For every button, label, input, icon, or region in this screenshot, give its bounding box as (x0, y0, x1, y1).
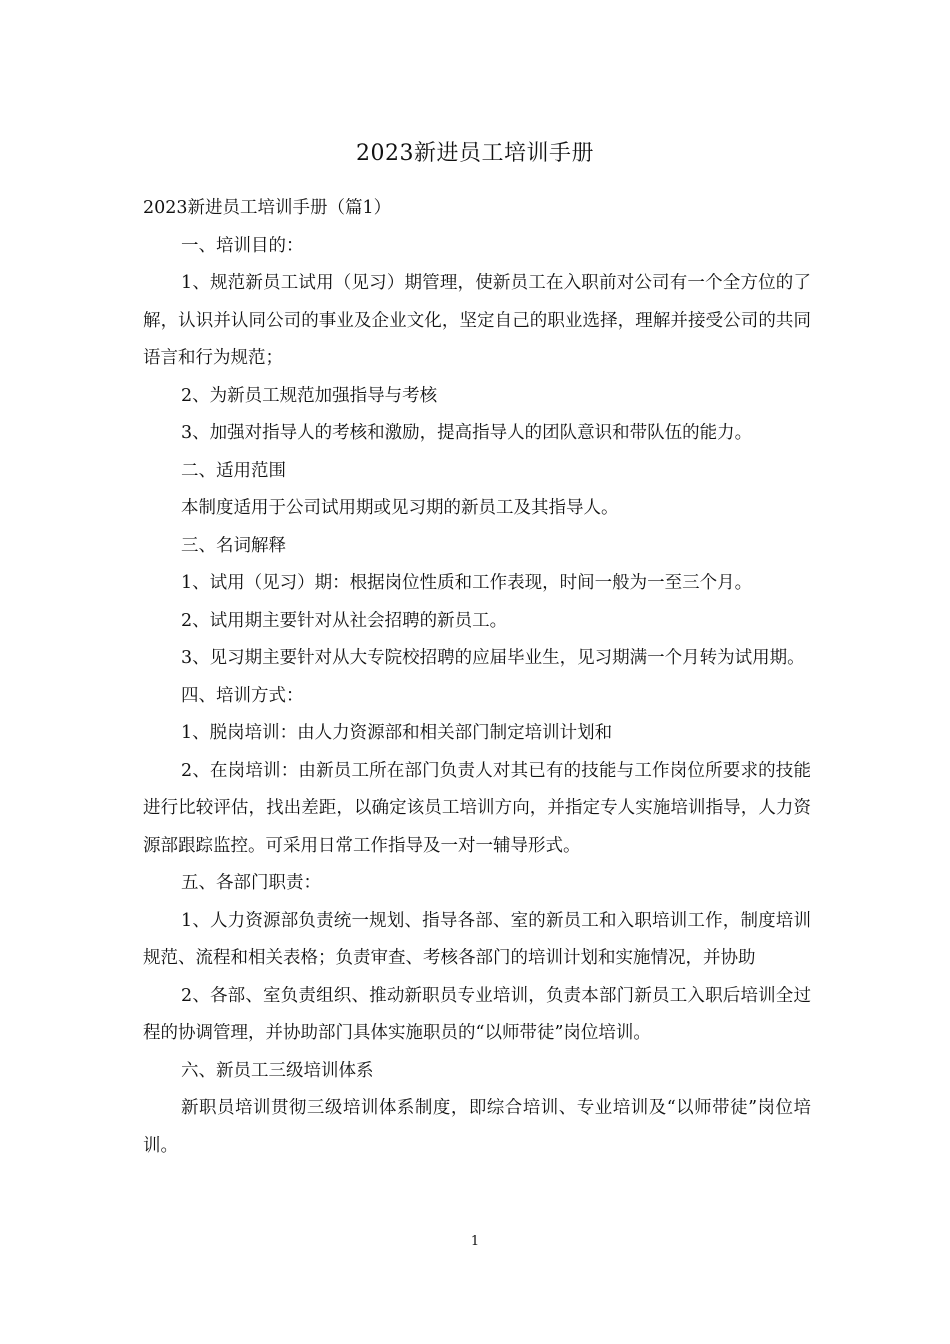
paragraph: 1、脱岗培训：由人力资源部和相关部门制定培训计划和 (181, 723, 613, 743)
section-heading-purpose: 一、培训目的： (181, 235, 304, 256)
section-heading-training-system: 六、新员工三级培训体系 (181, 1060, 374, 1081)
paragraph: 2、为新员工规范加强指导与考核 (181, 385, 438, 406)
paragraph: 新职员培训贯彻三级培训体系制度，即综合培训、专业培训及“以师带徒”岗位培训。 (143, 1098, 811, 1156)
document-subtitle: 2023新进员工培训手册（篇1） (143, 198, 392, 218)
section-heading-terms: 三、名词解释 (181, 535, 286, 556)
paragraph: 本制度适用于公司试用期或见习期的新员工及其指导人。 (181, 498, 619, 518)
section-heading-responsibilities: 五、各部门职责： (181, 873, 321, 893)
paragraph: 2、在岗培训：由新员工所在部门负责人对其已有的技能与工作岗位所要求的技能进行比较评估，找出差距，以确定该员工培训方向，并指定专人实施培训指导，人力资源部跟踪监控。可采用日常工作指导及一对一辅导形式。 (143, 760, 811, 856)
page-title: 2023新进员工培训手册 (356, 141, 594, 166)
paragraph: 3、见习期主要针对从大专院校招聘的应届毕业生，见习期满一个月转为试用期。 (181, 648, 805, 668)
section-heading-methods: 四、培训方式： (181, 685, 304, 706)
paragraph: 1、人力资源部负责统一规划、指导各部、室的新员工和入职培训工作，制度培训规范、流程和相关表格；负责审查、考核各部门的培训计划和实施情况，并协助 (143, 910, 811, 968)
paragraph: 2、各部、室负责组织、推动新职员专业培训，负责本部门新员工入职后培训全过程的协调管理，并协助部门具体实施职员的“以师带徒”岗位培训。 (143, 985, 811, 1043)
paragraph: 1、规范新员工试用（见习）期管理，使新员工在入职前对公司有一个全方位的了解，认识并认同公司的事业及企业文化，坚定自己的职业选择，理解并接受公司的共同语言和行为规范； (143, 273, 811, 368)
paragraph: 1、试用（见习）期：根据岗位性质和工作表现，时间一般为一至三个月。 (181, 573, 753, 593)
paragraph: 3、加强对指导人的考核和激励，提高指导人的团队意识和带队伍的能力。 (181, 423, 753, 443)
section-heading-scope: 二、适用范围 (181, 460, 286, 481)
paragraph: 2、试用期主要针对从社会招聘的新员工。 (181, 610, 508, 631)
document-body (143, 190, 811, 1165)
page-number: 1 (470, 1234, 480, 1249)
